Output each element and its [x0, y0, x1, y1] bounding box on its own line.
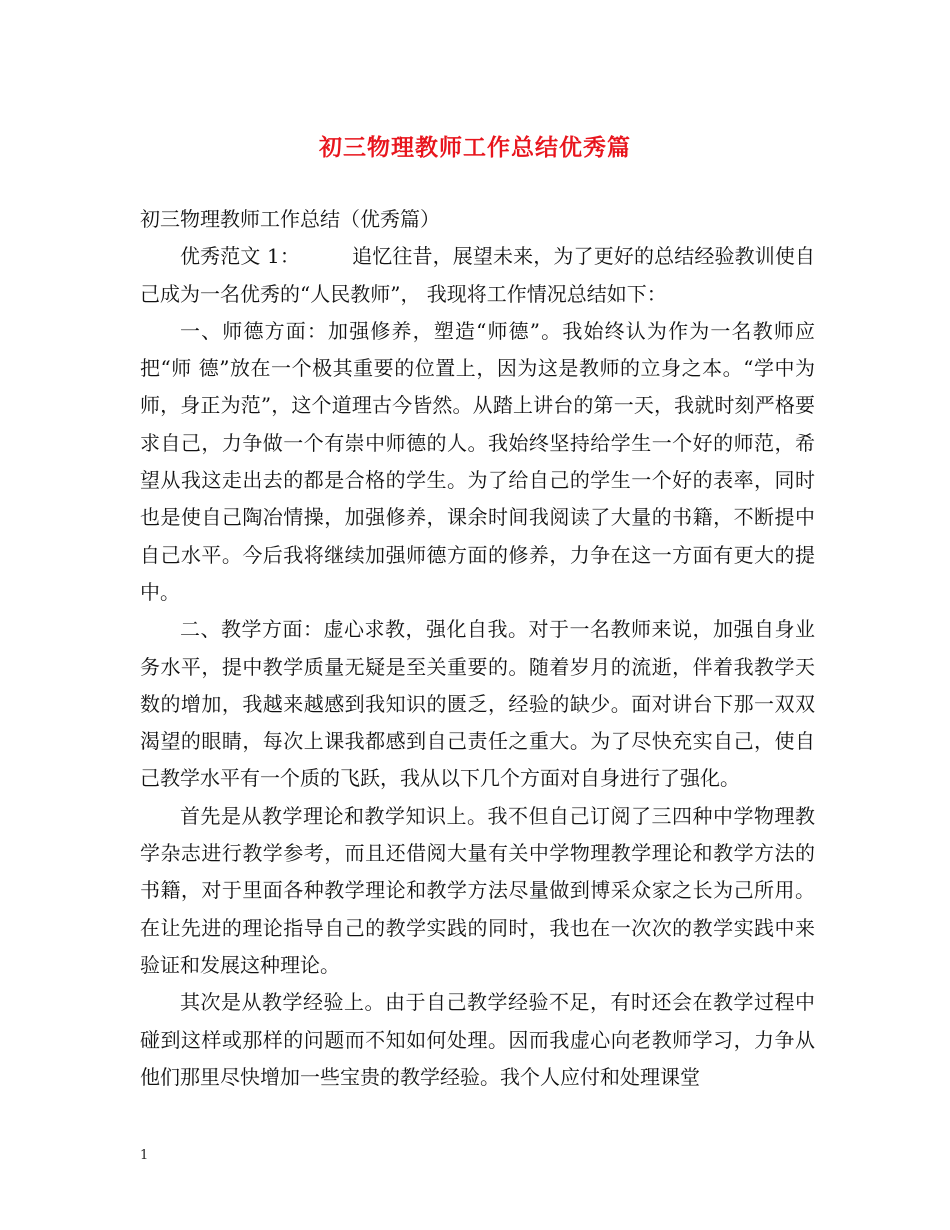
document-subtitle: 初三物理教师工作总结（优秀篇） — [140, 207, 440, 231]
intro-text: 追忆往昔，展望未来，为了更好的总结经验教训使自己成为一名优秀的“人民教师”， 我现将工作情况总结如下： — [140, 244, 815, 306]
document-title: 初三物理教师工作总结优秀篇 — [319, 134, 631, 161]
document-body — [140, 201, 815, 1096]
paragraph-experience: 其次是从教学经验上。由于自己教学经验不足，有时还会在教学过程中碰到这样或那样的问题而不知如何处理。因而我虚心向老教师学习，力争从他们那里尽快增加一些宝贵的教学经验。我个人应付和处理课堂 — [140, 990, 815, 1089]
paragraph-teaching: 二、教学方面：虚心求教，强化自我。对于一名教师来说，加强自身业务水平，提中教学质量无疑是至关重要的。随着岁月的流逝，伴着我教学天数的增加，我越来越感到我知识的匮乏，经验的缺少。面对讲台下那一双双渴望的眼睛，每次上课我都感到自己责任之重大。为了尽快充实自己，使自己教学水平有一个质的飞跃，我从以下几个方面对自身进行了强化。 — [140, 617, 815, 791]
intro-label: 优秀范文 1： — [180, 244, 300, 269]
intro-paragraph — [140, 238, 815, 313]
page-number: 1 — [140, 1148, 149, 1163]
paragraph-theory: 首先是从教学理论和教学知识上。我不但自己订阅了三四种中学物理教学杂志进行教学参考，而且还借阅大量有关中学物理教学理论和教学方法的书籍，对于里面各种教学理论和教学方法尽量做到博采众家之长为己所用。在让先进的理论指导自己的教学实践的同时，我也在一次次的教学实践中来验证和发展这种理论。 — [140, 803, 815, 977]
paragraph-ethics: 一、师德方面：加强修养，塑造“师德”。我始终认为作为一名教师应把“师 德”放在一个极其重要的位置上，因为这是教师的立身之本。“学中为师，身正为范”，这个道理古今皆然。从踏上讲台的第一天，我就时刻严格要求自己，力争做一个有崇中师德的人。我始终坚持给学生一个好的师范，希望从我这走出去的都是合格的学生。为了给自己的学生一个好的表率，同时也是使自己陶冶情操，加强修养，课余时间我阅读了大量的书籍，不断提中自己水平。今后我将继续加强师德方面的修养，力争在这一方面有更大的提中。 — [140, 318, 815, 604]
